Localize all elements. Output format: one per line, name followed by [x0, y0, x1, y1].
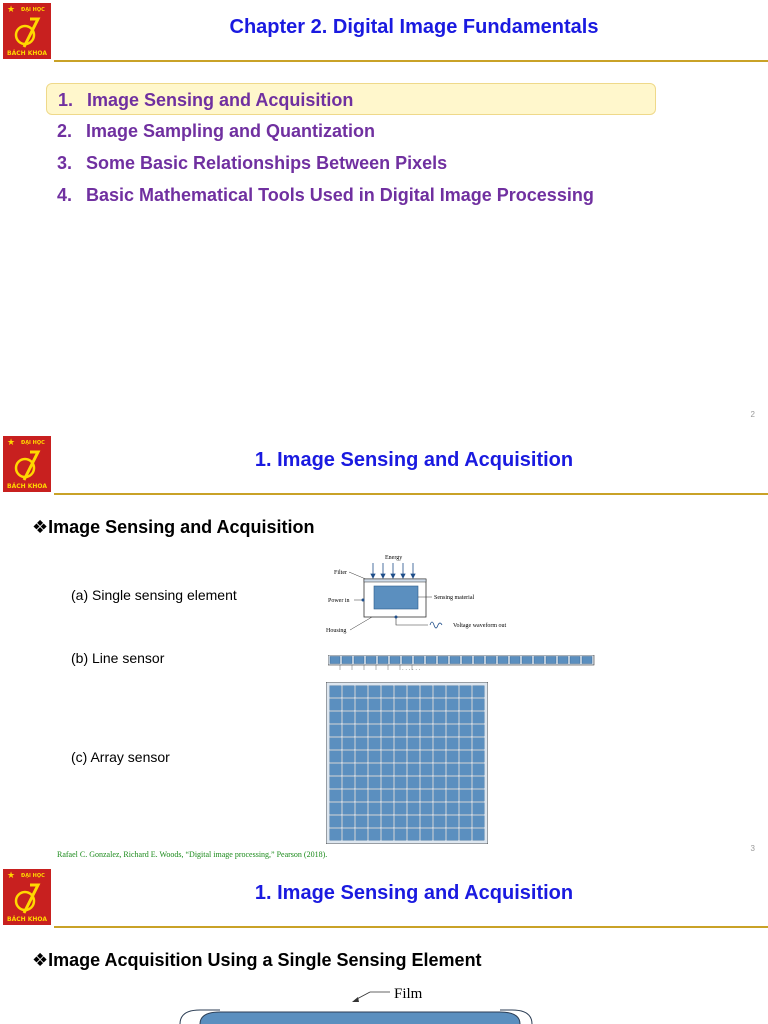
array-sensor-cell: [356, 751, 368, 763]
array-sensor-cell: [330, 790, 342, 802]
array-sensor-cell: [382, 686, 394, 698]
slide-title: 1. Image Sensing and Acquisition: [254, 882, 574, 904]
line-sensor-cell: [330, 657, 340, 664]
array-sensor-cell: [421, 738, 433, 750]
gear-emblem-icon: [10, 448, 44, 482]
array-sensor-cell: [447, 816, 459, 828]
array-sensor-cell: [408, 712, 420, 724]
line-sensor-cell: [474, 657, 484, 664]
array-sensor-cell: [460, 751, 472, 763]
array-sensor-cell: [434, 777, 446, 789]
film-drum: [200, 1012, 520, 1024]
array-sensor-cell: [369, 738, 381, 750]
array-sensor-cell: [421, 764, 433, 776]
array-sensor-cell: [395, 790, 407, 802]
array-sensor-cell: [356, 686, 368, 698]
array-sensor-cell: [473, 725, 485, 737]
array-sensor-cell: [395, 686, 407, 698]
array-sensor-cell: [382, 712, 394, 724]
array-sensor-cell: [382, 829, 394, 841]
array-sensor-cell: [434, 803, 446, 815]
array-sensor-cell: [382, 764, 394, 776]
array-sensor-cell: [434, 699, 446, 711]
line-sensor-cell: [414, 657, 424, 664]
diamond-bullet-icon: ❖: [32, 950, 49, 970]
toc-item-4[interactable]: 4. Basic Mathematical Tools Used in Digital Image Processing: [57, 185, 594, 205]
title-divider: [54, 926, 768, 928]
reference-citation: Rafael C. Gonzalez, Richard E. Woods, “Digital image processing,” Pearson (2018).: [57, 850, 328, 859]
array-sensor-cell: [473, 686, 485, 698]
sensor-filter: [364, 579, 426, 582]
array-sensor-cell: [447, 699, 459, 711]
line-sensor-cell: [498, 657, 508, 664]
array-sensor-cell: [447, 738, 459, 750]
array-sensor-cell: [330, 816, 342, 828]
array-sensor-cell: [421, 725, 433, 737]
array-sensor-cell: [330, 712, 342, 724]
waveform-icon: [430, 622, 442, 628]
array-sensor-cell: [473, 790, 485, 802]
array-sensor-cell: [447, 803, 459, 815]
array-sensor-cell: [460, 816, 472, 828]
array-sensor-cell: [408, 725, 420, 737]
array-sensor-cell: [460, 764, 472, 776]
array-sensor-cell: [434, 725, 446, 737]
ellipsis-mark: . . . . . .: [402, 666, 421, 672]
array-sensor-cell: [369, 725, 381, 737]
array-sensor-cell: [395, 777, 407, 789]
caption-array-sensor: (c) Array sensor: [71, 749, 170, 765]
array-sensor-cell: [421, 751, 433, 763]
line-sensor-cell: [426, 657, 436, 664]
array-sensor-cell: [408, 764, 420, 776]
line-sensor-cell: [522, 657, 532, 664]
array-sensor-cell: [343, 816, 355, 828]
array-sensor-cell: [395, 699, 407, 711]
line-sensor-cell: [546, 657, 556, 664]
array-sensor-cell: [408, 751, 420, 763]
array-sensor-cell: [369, 790, 381, 802]
array-sensor-cell: [434, 764, 446, 776]
array-sensor-cell: [330, 686, 342, 698]
slide-4: [0, 866, 768, 1024]
table-of-contents: [46, 83, 656, 211]
array-sensor-cell: [356, 777, 368, 789]
slide-title: Chapter 2. Digital Image Fundamentals: [229, 16, 599, 38]
array-sensor-cell: [434, 751, 446, 763]
array-sensor-cell: [408, 803, 420, 815]
array-sensor-cell: [369, 764, 381, 776]
star-icon: ★: [7, 870, 16, 880]
line-sensor-cell: [582, 657, 592, 664]
slide-2: [0, 0, 768, 433]
line-sensor-cell: [462, 657, 472, 664]
slide-title: 1. Image Sensing and Acquisition: [254, 449, 574, 471]
array-sensor-cell: [460, 777, 472, 789]
logo-bottom-text: BÁCH KHOA: [7, 483, 47, 490]
array-sensor-cell: [330, 699, 342, 711]
array-sensor-cell: [369, 686, 381, 698]
array-sensor-cell: [434, 816, 446, 828]
array-sensor-cell: [460, 699, 472, 711]
array-sensor-cell: [473, 699, 485, 711]
line-sensor-cell: [378, 657, 388, 664]
array-sensor-cell: [330, 829, 342, 841]
toc-item-3[interactable]: 3. Some Basic Relationships Between Pixels: [57, 153, 448, 173]
array-sensor-cell: [421, 790, 433, 802]
array-sensor-cell: [473, 712, 485, 724]
array-sensor-cell: [330, 777, 342, 789]
logo-top-text: ĐẠI HỌC: [21, 7, 45, 13]
array-sensor-cell: [343, 829, 355, 841]
array-sensor-cell: [356, 738, 368, 750]
array-sensor-cell: [473, 738, 485, 750]
array-sensor-cell: [343, 751, 355, 763]
array-sensor-cell: [447, 829, 459, 841]
toc-item-1[interactable]: 1. Image Sensing and Acquisition: [46, 83, 656, 115]
array-sensor-cell: [343, 738, 355, 750]
university-logo: [3, 3, 51, 59]
array-sensor-cell: [369, 699, 381, 711]
line-sensor-cell: [486, 657, 496, 664]
array-sensor-cell: [395, 829, 407, 841]
star-icon: ★: [7, 437, 16, 447]
line-sensor-cell: [450, 657, 460, 664]
array-sensor-cell: [447, 790, 459, 802]
array-sensor-cell: [395, 764, 407, 776]
page-number: 2: [750, 410, 755, 419]
line-sensor-cell: [438, 657, 448, 664]
array-sensor-cell: [421, 777, 433, 789]
array-sensor-cell: [434, 829, 446, 841]
array-sensor-cell: [382, 751, 394, 763]
array-sensor-cell: [356, 699, 368, 711]
line-sensor-cell: [558, 657, 568, 664]
array-sensor-cell: [369, 777, 381, 789]
array-sensor-cell: [408, 816, 420, 828]
array-sensor-cell: [408, 829, 420, 841]
array-sensor-cell: [434, 712, 446, 724]
voltage-out-label: Voltage waveform out: [453, 623, 507, 629]
array-sensor-cell: [369, 816, 381, 828]
line-sensor-cell: [570, 657, 580, 664]
array-sensor-cell: [460, 829, 472, 841]
caption-line-sensor: (b) Line sensor: [71, 650, 165, 666]
array-sensor-cell: [421, 816, 433, 828]
array-sensor-cell: [421, 803, 433, 815]
film-label: Film: [394, 986, 423, 1002]
array-sensor-cell: [356, 712, 368, 724]
array-sensor-cell: [356, 829, 368, 841]
section-heading: ❖Image Acquisition Using a Single Sensing Element: [32, 950, 482, 970]
line-sensor-cell: [402, 657, 412, 664]
array-sensor-cell: [447, 777, 459, 789]
array-sensor-cell: [343, 699, 355, 711]
array-sensor-cell: [330, 764, 342, 776]
array-sensor-cell: [369, 803, 381, 815]
line-sensor-cell: [534, 657, 544, 664]
array-sensor-cell: [343, 712, 355, 724]
array-sensor-cell: [460, 712, 472, 724]
array-sensor-cell: [421, 699, 433, 711]
logo-top-text: ĐẠI HỌC: [21, 873, 45, 879]
array-sensor-cell: [460, 738, 472, 750]
array-sensor-cell: [434, 738, 446, 750]
array-sensor-cell: [382, 725, 394, 737]
array-sensor-cell: [343, 803, 355, 815]
array-sensor-cell: [421, 686, 433, 698]
caption-single-element: (a) Single sensing element: [71, 587, 237, 603]
array-sensor-cell: [447, 686, 459, 698]
array-sensor-cell: [356, 803, 368, 815]
array-sensor-cell: [460, 790, 472, 802]
array-sensor-cell: [356, 790, 368, 802]
array-sensor-cell: [408, 777, 420, 789]
energy-label: Energy: [385, 555, 403, 561]
array-sensor-cell: [395, 803, 407, 815]
array-sensor-cell: [408, 686, 420, 698]
array-sensor-cell: [330, 803, 342, 815]
toc-item-2[interactable]: 2. Image Sampling and Quantization: [57, 121, 376, 141]
array-sensor-cell: [382, 790, 394, 802]
university-logo: [3, 869, 51, 925]
array-sensor-cell: [343, 686, 355, 698]
title-divider: [54, 493, 768, 495]
diamond-bullet-icon: ❖: [32, 517, 49, 537]
logo-bottom-text: BÁCH KHOA: [7, 50, 47, 57]
array-sensor-cell: [473, 816, 485, 828]
array-sensor-cell: [421, 829, 433, 841]
array-sensor-cell: [330, 738, 342, 750]
array-sensor-cell: [343, 764, 355, 776]
power-in-label: Power in: [328, 598, 350, 604]
line-sensor-cell: [354, 657, 364, 664]
line-sensor-cell: [342, 657, 352, 664]
array-sensor-cell: [460, 686, 472, 698]
sensing-material-label: Sensing material: [434, 595, 475, 601]
title-divider: [54, 60, 768, 62]
array-sensor-cell: [473, 829, 485, 841]
housing-label: Housing: [326, 628, 347, 634]
array-sensor-cell: [395, 738, 407, 750]
array-sensor-cell: [408, 738, 420, 750]
array-sensor-cell: [356, 816, 368, 828]
logo-bottom-text: BÁCH KHOA: [7, 916, 47, 923]
array-sensor-cell: [395, 751, 407, 763]
array-sensor-figure: [326, 682, 488, 844]
line-sensor-cell: [510, 657, 520, 664]
array-sensor-cell: [460, 803, 472, 815]
sensing-material: [374, 586, 418, 609]
array-sensor-cell: [473, 751, 485, 763]
array-sensor-cell: [447, 712, 459, 724]
array-sensor-cell: [395, 725, 407, 737]
array-sensor-cell: [421, 712, 433, 724]
array-sensor-cell: [330, 725, 342, 737]
array-sensor-cell: [447, 725, 459, 737]
single-sensor-figure: [322, 551, 522, 639]
array-sensor-cell: [382, 699, 394, 711]
film-drum-figure: [160, 982, 560, 1024]
slide-3: [0, 433, 768, 866]
filter-label: Filter: [334, 570, 347, 576]
array-sensor-cell: [460, 725, 472, 737]
array-sensor-cell: [395, 712, 407, 724]
array-sensor-cell: [369, 751, 381, 763]
line-sensor-figure: [328, 655, 596, 673]
array-sensor-cell: [343, 777, 355, 789]
array-sensor-cell: [382, 803, 394, 815]
array-sensor-cell: [356, 764, 368, 776]
array-sensor-cell: [369, 829, 381, 841]
array-sensor-cell: [473, 777, 485, 789]
array-sensor-cell: [382, 738, 394, 750]
line-sensor-cell: [390, 657, 400, 664]
array-sensor-cell: [447, 764, 459, 776]
array-sensor-cell: [369, 712, 381, 724]
array-sensor-cell: [473, 764, 485, 776]
line-sensor-cell: [366, 657, 376, 664]
array-sensor-cell: [408, 699, 420, 711]
page-number: 3: [750, 844, 755, 853]
array-sensor-cell: [473, 803, 485, 815]
star-icon: ★: [7, 4, 16, 14]
gear-emblem-icon: [10, 881, 44, 915]
array-sensor-cell: [382, 777, 394, 789]
array-sensor-cell: [434, 790, 446, 802]
energy-arrows-icon: [371, 563, 415, 578]
array-sensor-cell: [382, 816, 394, 828]
gear-emblem-icon: [10, 15, 44, 49]
logo-top-text: ĐẠI HỌC: [21, 440, 45, 446]
array-sensor-cell: [434, 686, 446, 698]
array-sensor-cell: [356, 725, 368, 737]
section-heading: ❖Image Sensing and Acquisition: [32, 517, 315, 537]
university-logo: [3, 436, 51, 492]
array-sensor-cell: [447, 751, 459, 763]
array-sensor-cell: [395, 816, 407, 828]
array-sensor-cell: [330, 751, 342, 763]
array-sensor-cell: [343, 790, 355, 802]
array-sensor-cell: [343, 725, 355, 737]
array-sensor-cell: [408, 790, 420, 802]
